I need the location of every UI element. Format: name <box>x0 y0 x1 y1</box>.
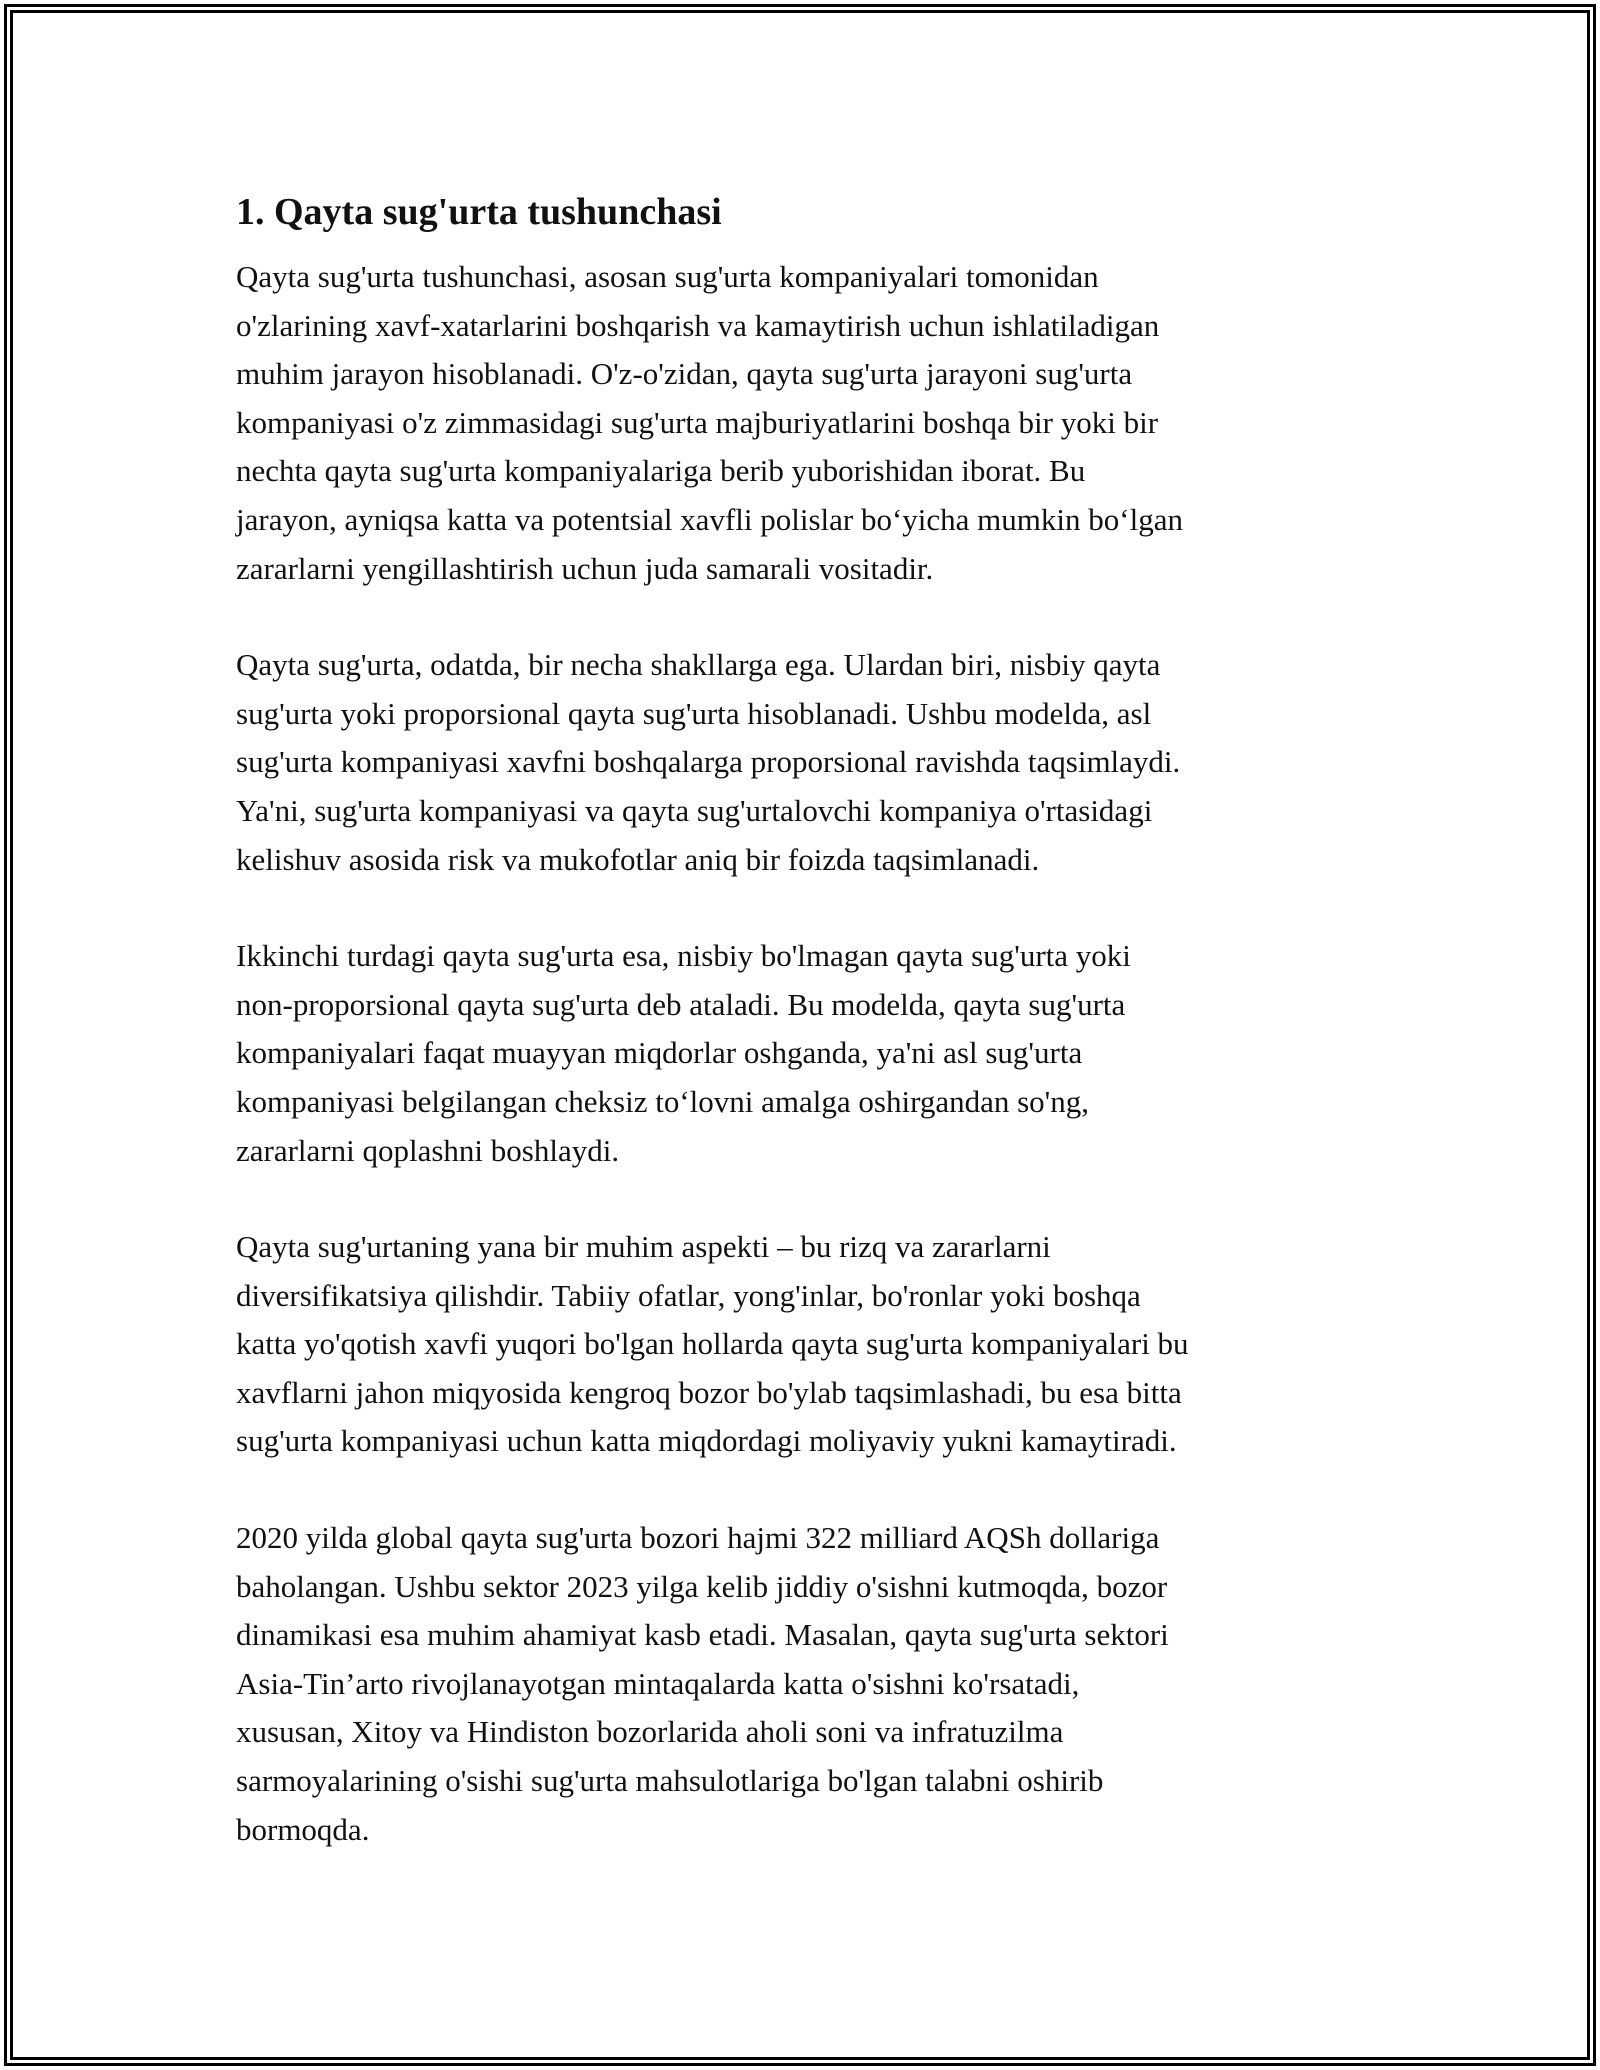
text-line: sug'urta kompaniyasi uchun katta miqdordagi moliyaviy yukni kamaytiradi. <box>236 1423 1177 1459</box>
text-line: Ya'ni, sug'urta kompaniyasi va qayta sug'urtalovchi kompaniya o'rtasidagi <box>236 792 1153 828</box>
text-line: bormoqda. <box>236 1811 370 1847</box>
text-line: dinamikasi esa muhim ahamiyat kasb etadi. Masalan, qayta sug'urta sektori <box>236 1617 1169 1653</box>
paragraph <box>236 1223 1386 1466</box>
text-line: Qayta sug'urta, odatda, bir necha shakllarga ega. Ulardan biri, nisbiy qayta <box>236 647 1161 683</box>
text-line: Qayta sug'urtaning yana bir muhim aspekti – bu rizq va zararlarni <box>236 1229 1051 1265</box>
text-line: zararlarni qoplashni boshlaydi. <box>236 1132 620 1168</box>
paragraph <box>236 641 1386 884</box>
paragraph <box>236 1514 1386 1854</box>
paragraph <box>236 253 1386 593</box>
text-line: kompaniyalari faqat muayyan miqdorlar oshganda, ya'ni asl sug'urta <box>236 1035 1083 1071</box>
text-line: kompaniyasi o'z zimmasidagi sug'urta majburiyatlarini boshqa bir yoki bir <box>236 404 1159 440</box>
text-line: muhim jarayon hisoblanadi. O'z-o'zidan, qayta sug'urta jarayoni sug'urta <box>236 356 1133 392</box>
text-line: jarayon, ayniqsa katta va potentsial xavfli polislar bo‘yicha mumkin bo‘lgan <box>236 501 1183 537</box>
text-line: Ikkinchi turdagi qayta sug'urta esa, nisbiy bo'lmagan qayta sug'urta yoki <box>236 938 1131 974</box>
text-line: 2020 yilda global qayta sug'urta bozori hajmi 322 milliard AQSh dollariga <box>236 1520 1160 1556</box>
text-line: xususan, Xitoy va Hindiston bozorlarida aholi soni va infratuzilma <box>236 1714 1064 1750</box>
text-line: sug'urta kompaniyasi xavfni boshqalarga proporsional ravishda taqsimlaydi. <box>236 744 1181 780</box>
text-line: Asia-Tin’arto rivojlanayotgan mintaqalarda katta o'sishni ko'rsatadi, <box>236 1665 1080 1701</box>
text-line: xavflarni jahon miqyosida kengroq bozor bo'ylab taqsimlashadi, bu esa bitta <box>236 1374 1182 1410</box>
section-title: 1. Qayta sug'urta tushunchasi <box>236 191 722 233</box>
paragraph <box>236 932 1386 1175</box>
text-line: Qayta sug'urta tushunchasi, asosan sug'urta kompaniyalari tomonidan <box>236 259 1099 294</box>
text-line: baholangan. Ushbu sektor 2023 yilga kelib jiddiy o'sishni kutmoqda, bozor <box>236 1568 1168 1604</box>
text-line: nechta qayta sug'urta kompaniyalariga berib yuborishidan iborat. Bu <box>236 453 1086 489</box>
text-line: zararlarni yengillashtirish uchun juda samarali vositadir. <box>236 550 934 586</box>
text-line: katta yo'qotish xavfi yuqori bo'lgan hollarda qayta sug'urta kompaniyalari bu <box>236 1326 1189 1362</box>
document-body <box>236 186 1386 1854</box>
text-line: kelishuv asosida risk va mukofotlar aniq bir foizda taqsimlanadi. <box>236 841 1040 877</box>
text-line: non-proporsional qayta sug'urta deb ataladi. Bu modelda, qayta sug'urta <box>236 986 1126 1022</box>
text-line: diversifikatsiya qilishdir. Tabiiy ofatlar, yong'inlar, bo'ronlar yoki boshqa <box>236 1277 1141 1313</box>
text-line: sug'urta yoki proporsional qayta sug'urta hisoblanadi. Ushbu modelda, asl <box>236 695 1152 731</box>
text-line: sarmoyalarining o'sishi sug'urta mahsulotlariga bo'lgan talabni oshirib <box>236 1763 1104 1799</box>
text-line: kompaniyasi belgilangan cheksiz to‘lovni amalga oshirgandan so'ng, <box>236 1083 1090 1119</box>
text-line: o'zlarining xavf-xatarlarini boshqarish va kamaytirish uchun ishlatiladigan <box>236 307 1160 343</box>
